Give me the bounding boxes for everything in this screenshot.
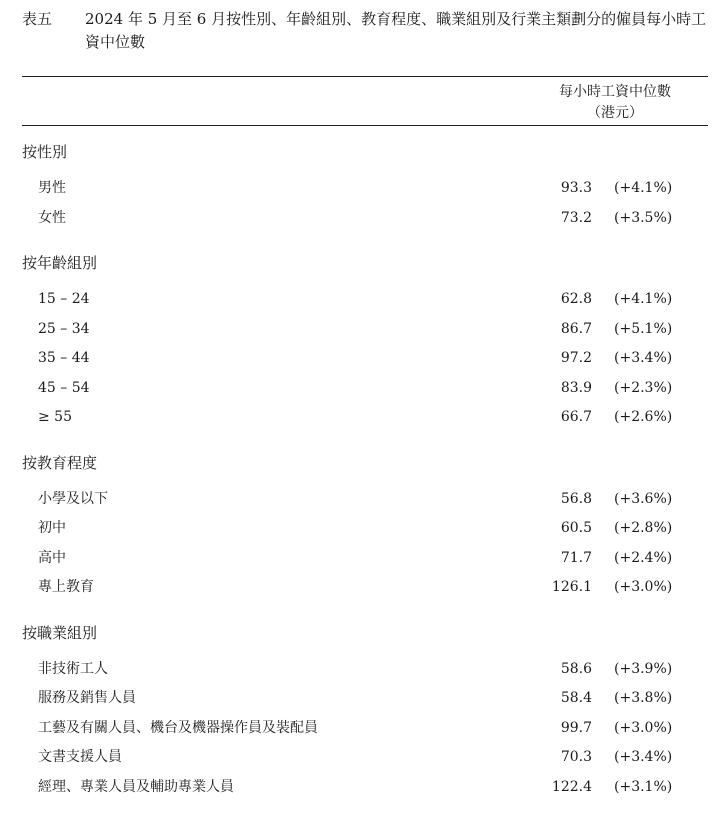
row-percent-change: (+3.4%)	[614, 749, 673, 765]
row-percent-change: (+5.1%)	[614, 320, 673, 337]
table-number: 表五	[22, 10, 53, 28]
table-section	[22, 451, 708, 603]
table-row	[22, 204, 708, 234]
row-label: 45 – 54	[38, 379, 90, 396]
row-label: 服務及銷售人員	[38, 690, 136, 706]
column-header-line2: （港元）	[587, 105, 643, 121]
row-percent-change: (+3.4%)	[614, 350, 673, 366]
row-label: 男性	[38, 180, 66, 196]
table-row	[22, 485, 708, 515]
row-label: 15 – 24	[38, 291, 90, 307]
row-percent-change: (+3.8%)	[614, 690, 673, 706]
row-percent-change: (+3.5%)	[614, 209, 673, 226]
row-median-wage: 62.8	[560, 291, 592, 307]
row-median-wage: 86.7	[560, 320, 592, 337]
row-label: 25 – 34	[38, 320, 90, 337]
row-median-wage: 71.7	[560, 549, 592, 566]
table-row	[22, 714, 708, 744]
row-median-wage: 58.4	[560, 690, 592, 706]
row-label: 文書支援人員	[38, 749, 122, 765]
table-section	[22, 140, 708, 233]
row-percent-change: (+2.8%)	[614, 520, 673, 536]
row-median-wage: 66.7	[560, 409, 592, 425]
table-row	[22, 174, 708, 204]
table-section	[22, 621, 708, 803]
section-title: 按年齡組別	[22, 254, 98, 272]
table-row	[22, 374, 708, 404]
row-label: 35 – 44	[38, 350, 90, 366]
row-percent-change: (+2.6%)	[614, 409, 673, 425]
row-median-wage: 60.5	[560, 520, 592, 536]
table-row	[22, 773, 708, 803]
column-header	[520, 82, 710, 124]
row-percent-change: (+2.3%)	[614, 379, 673, 396]
row-median-wage: 122.4	[551, 778, 592, 795]
row-label: 經理、專業人員及輔助專業人員	[38, 778, 234, 795]
table-row	[22, 514, 708, 544]
row-label: ≥ 55	[38, 409, 72, 425]
column-header-line1: 每小時工資中位數	[559, 84, 671, 100]
table-row	[22, 684, 708, 714]
table-row	[22, 315, 708, 345]
row-percent-change: (+3.0%)	[614, 719, 673, 736]
table-row	[22, 544, 708, 574]
table-row	[22, 743, 708, 773]
row-percent-change: (+4.1%)	[614, 291, 673, 307]
top-rule	[22, 76, 708, 77]
row-percent-change: (+2.4%)	[614, 549, 673, 566]
row-percent-change: (+3.0%)	[614, 579, 673, 595]
table-caption: 2024 年 5 月至 6 月按性別、年齡組別、教育程度、職業組別及行業主類劃分的僱員每小時工資中位數	[85, 10, 707, 51]
row-label: 非技術工人	[38, 660, 108, 677]
row-percent-change: (+3.9%)	[614, 660, 673, 677]
table-body	[22, 126, 708, 802]
row-median-wage: 70.3	[560, 749, 592, 765]
row-label: 高中	[38, 549, 66, 566]
row-median-wage: 99.7	[560, 719, 592, 736]
table-row	[22, 573, 708, 603]
section-title: 按教育程度	[22, 453, 98, 472]
row-median-wage: 58.6	[560, 660, 592, 677]
row-median-wage: 126.1	[551, 579, 592, 595]
section-title: 按職業組別	[22, 623, 98, 642]
row-median-wage: 93.3	[560, 180, 592, 196]
row-percent-change: (+4.1%)	[614, 180, 673, 196]
table-row	[22, 285, 708, 315]
table-row	[22, 344, 708, 374]
row-median-wage: 56.8	[560, 490, 592, 507]
table-row	[22, 403, 708, 433]
row-label: 初中	[38, 520, 66, 536]
table-row	[22, 655, 708, 685]
row-percent-change: (+3.6%)	[614, 490, 673, 507]
section-title: 按性別	[22, 143, 68, 161]
row-median-wage: 73.2	[560, 209, 592, 226]
row-label: 工藝及有關人員、機台及機器操作員及裝配員	[38, 719, 318, 736]
table-section	[22, 251, 708, 433]
row-label: 小學及以下	[38, 490, 108, 507]
row-label: 專上教育	[38, 579, 94, 595]
row-median-wage: 97.2	[560, 350, 592, 366]
row-label: 女性	[38, 209, 66, 226]
row-percent-change: (+3.1%)	[614, 778, 673, 795]
row-median-wage: 83.9	[560, 379, 592, 396]
